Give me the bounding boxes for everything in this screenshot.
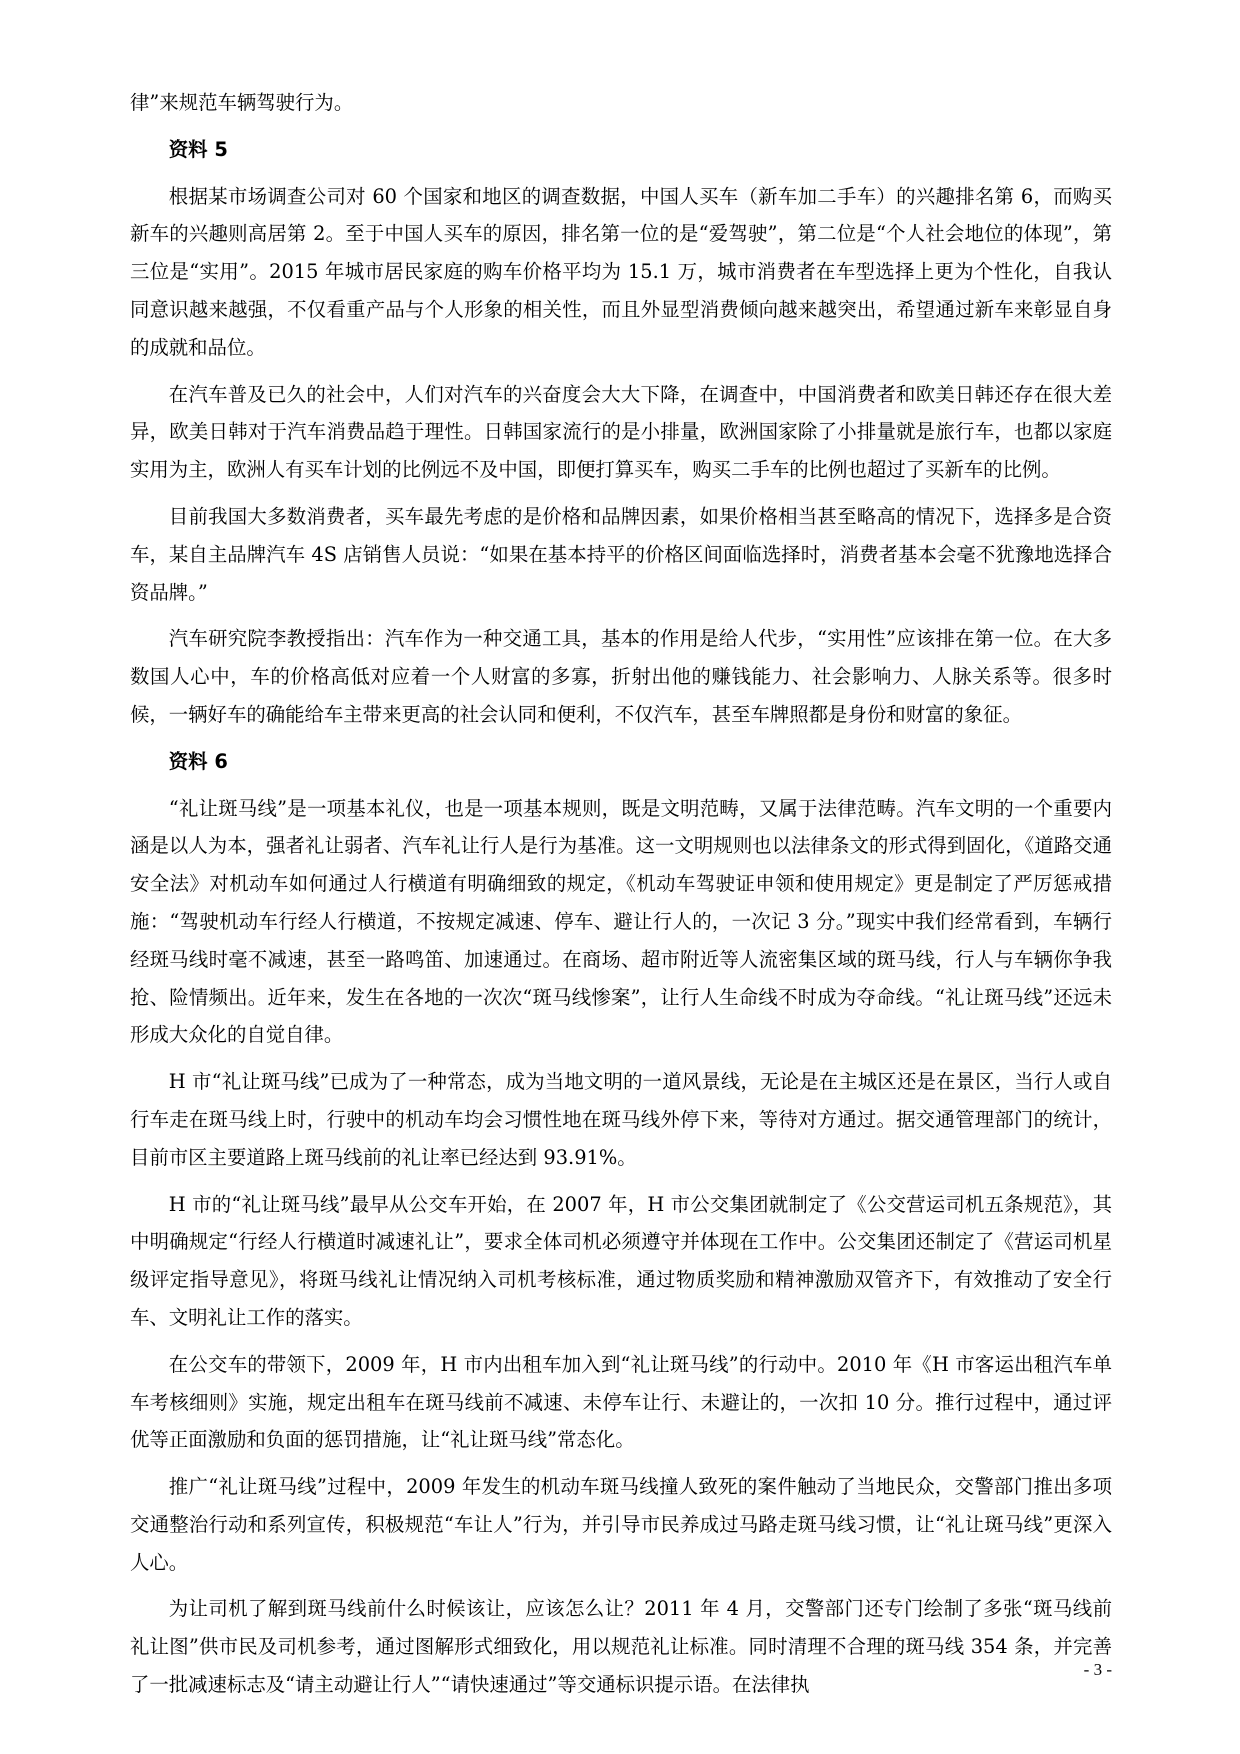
section-5-paragraph: 在汽车普及已久的社会中，人们对汽车的兴奋度会大大下降，在调查中，中国消费者和欧美日韩还存在很大差异，欧美日韩对于汽车消费品趋于理性。日韩国家流行的是小排量，欧洲国家除了小排量就是旅行车，也都以家庭实用为主，欧洲人有买车计划的比例远不及中国，即便打算买车，购买二手车的比例也超过了买新车的比例。 [130, 382, 1112, 482]
section-5-paragraph: 目前我国大多数消费者，买车最先考虑的是价格和品牌因素，如果价格相当甚至略高的情况下，选择多是合资车，某自主品牌汽车 4S 店销售人员说：“如果在基本持平的价格区间面临选择时，消费者基本会毫不犹豫地选择合资品牌。” [130, 504, 1112, 604]
section-6-paragraph: H 市“礼让斑马线”已成为了一种常态，成为当地文明的一道风景线，无论是在主城区还是在景区，当行人或自行车走在斑马线上时，行驶中的机动车均会习惯性地在斑马线外停下来，等待对方通过。据交通管理部门的统计，目前市区主要道路上斑马线前的礼让率已经达到 93.91%。 [130, 1070, 1112, 1169]
section-6-paragraph: 在公交车的带领下，2009 年，H 市内出租车加入到“礼让斑马线”的行动中。2010 年《H 市客运出租汽车单车考核细则》实施，规定出租车在斑马线前不减速、未停车让行、未避让的，一次扣 10 分。推行过程中，通过评优等正面激励和负面的惩罚措施，让“礼让斑马线”常态化。 [130, 1352, 1112, 1452]
section-5-paragraph: 根据某市场调查公司对 60 个国家和地区的调查数据，中国人买车（新车加二手车）的兴趣排名第 6，而购买新车的兴趣则高居第 2。至于中国人买车的原因，排名第一位的是“爱驾驶”，第二位是“个人社会地位的体现”，第三位是“实用”。2015 年城市居民家庭的购车价格平均为 15.1 万，城市消费者在车型选择上更为个性化，自我认同意识越来越强，不仅看重产品与个人形象的相关性，而且外显型消费倾向越来越突出，希望通过新车来彰显自身的成就和品位。 [130, 184, 1112, 359]
section-5-title: 资料 5 [168, 137, 228, 161]
section-6-title: 资料 6 [168, 749, 228, 773]
section-6-paragraph: 为让司机了解到斑马线前什么时候该让，应该怎么让？2011 年 4 月，交警部门还专门绘制了多张“斑马线前礼让图”供市民及司机参考，通过图解形式细致化，用以规范礼让标准。同时清理不合理的斑马线 354 条，并完善了一批减速标志及“请主动避让行人”“请快速通过”等交通标识提示语。在法律执 [130, 1597, 1112, 1697]
intro-fragment: 律”来规范车辆驾驶行为。 [130, 91, 354, 114]
section-5-paragraph: 汽车研究院李教授指出：汽车作为一种交通工具，基本的作用是给人代步，“实用性”应该排在第一位。在大多数国人心中，车的价格高低对应着一个人财富的多寡，折射出他的赚钱能力、社会影响力、人脉关系等。很多时候，一辆好车的确能给车主带来更高的社会认同和便利，不仅汽车，甚至车牌照都是身份和财富的象征。 [130, 627, 1112, 726]
section-6-paragraph: H 市的“礼让斑马线”最早从公交车开始，在 2007 年，H 市公交集团就制定了《公交营运司机五条规范》，其中明确规定“行经人行横道时减速礼让”，要求全体司机必须遵守并体现在工作中。公交集团还制定了《营运司机星级评定指导意见》，将斑马线礼让情况纳入司机考核标准，通过物质奖励和精神激励双管齐下，有效推动了安全行车、文明礼让工作的落实。 [130, 1192, 1112, 1329]
section-6-paragraph: 推广“礼让斑马线”过程中，2009 年发生的机动车斑马线撞人致死的案件触动了当地民众，交警部门推出多项交通整治行动和系列宣传，积极规范“车让人”行为，并引导市民养成过马路走斑马线习惯，让“礼让斑马线”更深入人心。 [130, 1475, 1112, 1574]
page-content [130, 84, 1112, 1713]
page-number: - 3 - [1083, 1660, 1112, 1679]
section-6-paragraph: “礼让斑马线”是一项基本礼仪，也是一项基本规则，既是文明范畴，又属于法律范畴。汽车文明的一个重要内涵是以人为本，强者礼让弱者、汽车礼让行人是行为基准。这一文明规则也以法律条文的形式得到固化，《道路交通安全法》对机动车如何通过人行横道有明确细致的规定，《机动车驾驶证申领和使用规定》更是制定了严厉惩戒措施：“驾驶机动车行经人行横道，不按规定减速、停车、避让行人的，一次记 3 分。”现实中我们经常看到，车辆行经斑马线时毫不减速，甚至一路鸣笛、加速通过。在商场、超市附近等人流密集区域的斑马线，行人与车辆你争我抢、险情频出。近年来，发生在各地的一次次“斑马线惨案”，让行人生命线不时成为夺命线。“礼让斑马线”还远未形成大众化的自觉自律。 [130, 796, 1112, 1047]
